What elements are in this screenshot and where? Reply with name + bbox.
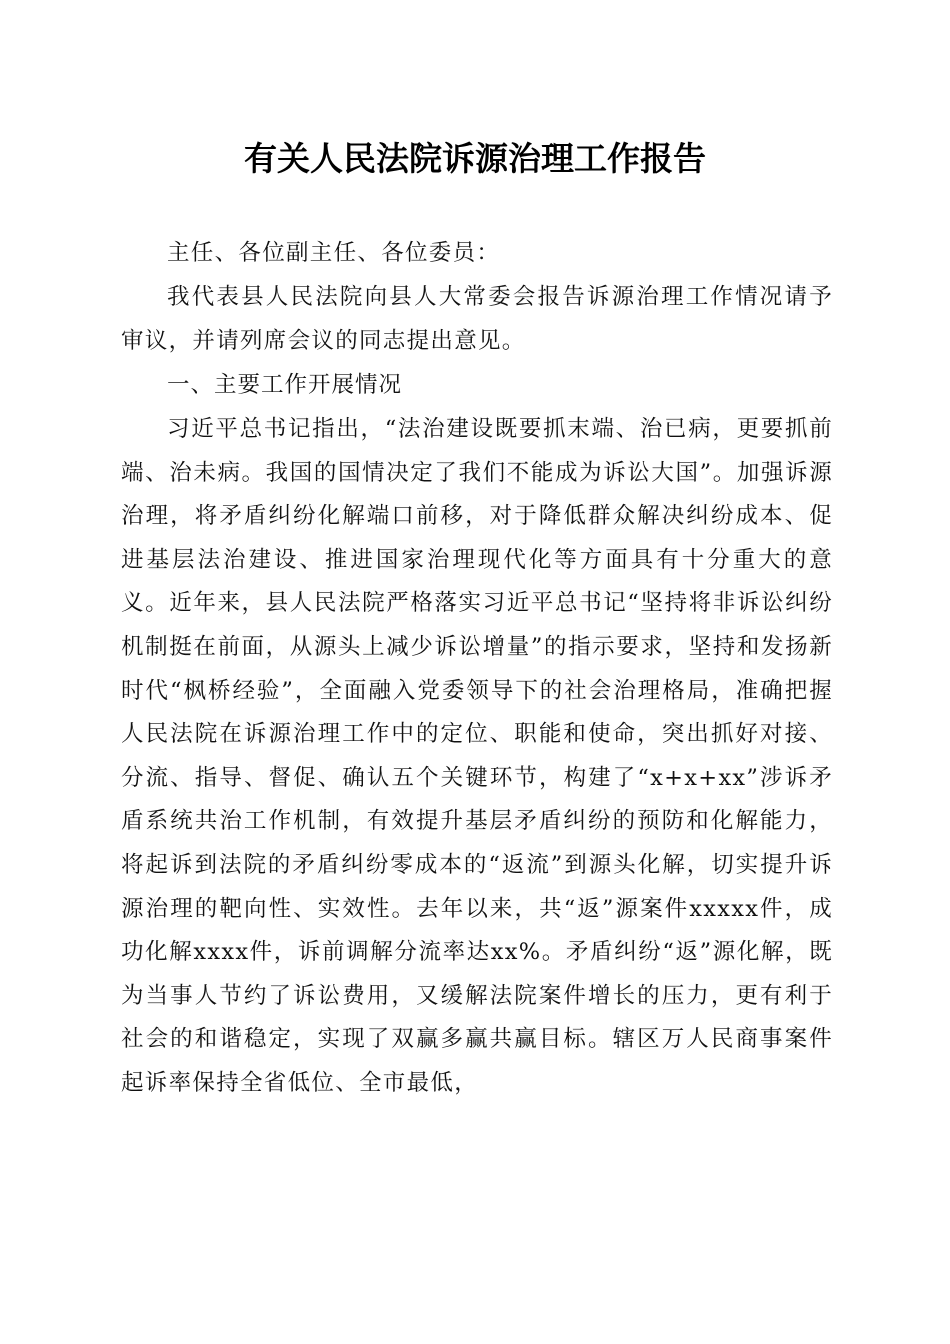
section-heading: 一、主要工作开展情况 [167, 372, 403, 398]
document-title: 有关人民法院诉源治理工作报告 [244, 139, 706, 178]
intro-paragraph: 我代表县人民法院向县人大常委会报告诉源治理工作情况请予审议，并请列席会议的同志提出意见。 [121, 284, 833, 354]
salutation: 主任、各位副主任、各位委员： [167, 240, 501, 266]
body-paragraph: 习近平总书记指出，“法治建设既要抓末端、治已病，更要抓前端、治未病。我国的国情决定了我们不能成为诉讼大国”。加强诉源治理，将矛盾纠纷化解端口前移，对于降低群众解决纠纷成本、促进基层法治建设、推进国家治理现代化等方面具有十分重大的意义。近年来，县人民法院严格落实习近平总书记“坚持将非诉讼纠纷机制挺在前面，从源头上减少诉讼增量”的指示要求，坚持和发扬新时代“枫桥经验”，全面融入党委领导下的社会治理格局，准确把握人民法院在诉源治理工作中的定位、职能和使命，突出抓好对接、分流、指导、督促、确认五个关键环节，构建了“x+x+xx”涉诉矛盾系统共治工作机制，有效提升基层矛盾纠纷的预防和化解能力，将起诉到法院的矛盾纠纷零成本的“返流”到源头化解，切实提升诉源治理的靶向性、实效性。去年以来，共“返”源案件xxxxx件，成功化解xxxx件，诉前调解分流率达xx%。矛盾纠纷“返”源化解，既为当事人节约了诉讼费用，又缓解法院案件增长的压力，更有利于社会的和谐稳定，实现了双赢多赢共赢目标。辖区万人民商事案件起诉率保持全省低位、全市最低， [121, 416, 833, 1096]
